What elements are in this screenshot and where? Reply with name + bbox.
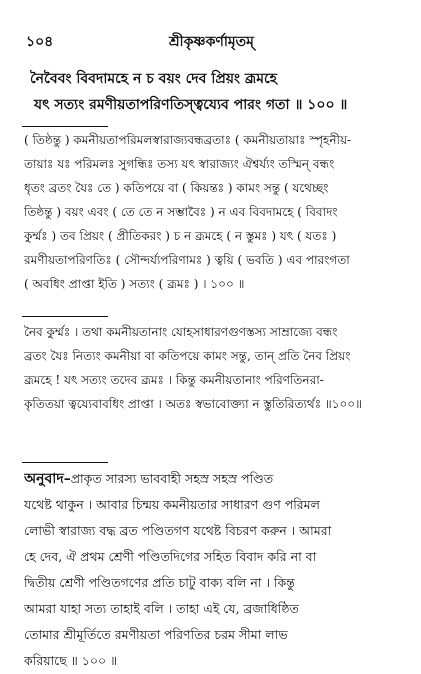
translation-line: লোভী স্বারাজ্য বদ্ধ ব্রত পণ্ডিতগণ যথেষ্ট বিচরণ করুন । আমরা [24, 523, 332, 538]
translation-line: যথেষ্ট থাকুন । আবার চিন্ময় কমনীয়তার সাধারণ গুণ পরিমল [24, 497, 320, 512]
section-divider [22, 316, 108, 317]
verse-line: নৈবৈবং বিবদামহে ন চ বয়ং দেব প্রিয়ং ব্রূমহে [30, 71, 278, 87]
translation-line: তোমার শ্রীমূর্তিতে রমণীয়তা পরিণতির চরম সীমা লাভ [24, 627, 288, 642]
running-title: শ্রীকৃষ্ণকর্ণামৃতম্‌ [169, 34, 254, 50]
translation-line: করিয়াছে ॥ ১০০ ॥ [24, 653, 118, 668]
page-number: ১০৪ [26, 34, 54, 50]
commentary-line: ব্রূমহে ! যৎ সত্যং তদেব ব্রূমঃ । কিন্তু কমনীয়তানাং পরিণতিনরা- [24, 373, 324, 387]
translation-line [24, 466, 399, 492]
section-divider [22, 462, 108, 463]
translation-text: প্রাকৃত সারস্য ভাববাহী সহস্র সহস্র পণ্ডিত [70, 471, 274, 486]
translation-line: দ্বিতীয় শ্রেণী পণ্ডিতগণের প্রতি চাটু বাক্য বলি না । কিন্তু [24, 575, 295, 590]
translation-line: আমরা যাহা সত্য তাহাই বলি । তাহা এই যে, ব্রজাধিষ্ঠিত [24, 601, 299, 616]
commentary-line: ধৃতং ব্রতং যৈঃ তে ) কতিপয়ে বা ( কিয়ন্তঃ ) কামং সন্তু ( যথেচ্ছং [24, 181, 329, 195]
commentary-line: ( অবধিং প্রাপ্তা ইতি ) সত্যং ( ব্রূমঃ ) । ১০০ ॥ [24, 277, 245, 291]
verse-block [30, 66, 399, 118]
commentary-line: ( তিষ্ঠন্তু ) কমনীয়তাপরিমলস্বারাজ্যবন্ধব্রতাঃ ( কমনীয়তায়াঃ স্পৃহনীয়- [24, 133, 352, 147]
translation-line: হে দেব, ঐ প্রথম শ্রেণী পণ্ডিতদিগের সহিত বিবাদ করি না বা [24, 549, 317, 564]
commentary-line: রমণীয়তাপরিণতিঃ ( সৌন্দর্য্যপরিণামঃ ) ত্বয়ি ( ভবতি ) এব পারংগতা [24, 253, 350, 267]
commentary-line: তায়াঃ যঃ পরিমলঃ সুগন্ধিঃ তস্য যৎ স্বারাজ্যং ঐশ্বর্য্যং তস্মিন্‌ বন্ধং [24, 157, 335, 171]
commentary-line: কৃতিতয়া ত্বয্যেবাবধিং প্রাপ্তা । অতঃ স্বভাবোক্ত্যা ন স্তুতিরিত্যর্থঃ ॥১০০॥ [24, 397, 362, 411]
commentary-line: কুর্ম্মঃ ) তব প্রিয়ং ( প্রীতিকরং ) চ ন ব্রূমহে ( ন স্তুমঃ ) যৎ ( যতঃ ) [24, 229, 337, 243]
bengali-translation [24, 466, 399, 674]
second-commentary [24, 320, 399, 416]
verse-line: যৎ সত্যং রমণীয়তাপরিণতিস্ত্বয্যেব পারং গতা ॥ ১০০ ॥ [34, 97, 348, 113]
translation-lead: অনুবাদ– [24, 471, 71, 487]
commentary-line: নৈব কুর্ম্মঃ । তথা কমনীয়তানাং যোহসাধারণগুণস্তস্য সাম্রাজ্যে বন্ধং [24, 325, 338, 339]
section-divider [22, 126, 108, 127]
page-header [26, 30, 397, 50]
commentary-line: ব্রতং যৈঃ নিত্যং কমনীয়া বা কতিপয়ে কামং সন্তু, তান্‌ প্রতি নৈব প্রিয়ং [24, 349, 351, 363]
commentary-line: তিষ্ঠন্তু ) বয়ং এবং ( তে তে ন সম্ভাবৈঃ ) ন এব বিবদামহে ( বিবাদং [24, 205, 338, 219]
sanskrit-commentary [24, 128, 399, 296]
